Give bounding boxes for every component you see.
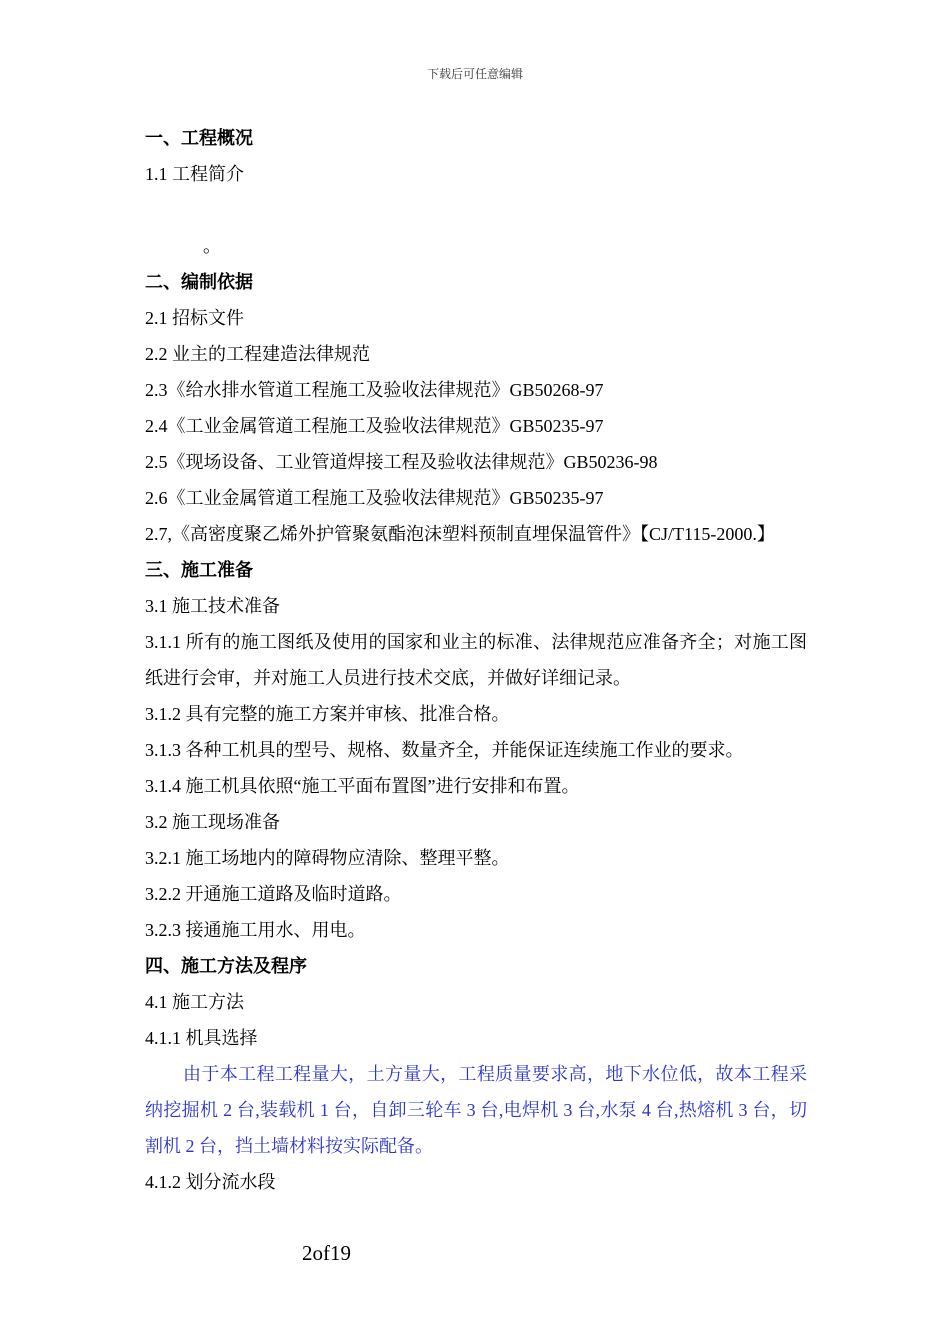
machinery-paragraph: 由于本工程工程量大，土方量大，工程质量要求高，地下水位低，故本工程采纳挖掘机 2 台,装载机 1 台，自卸三轮车 3 台,电焊机 3 台,水泵 4 台,热熔机 3 台，切割机 2 台，挡土墙材料按实际配备。 [145,1064,807,1156]
section-heading-4: 四、施工方法及程序 [145,956,307,976]
item-3-2-2: 3.2.2 开通施工道路及临时道路。 [145,884,402,904]
item-1-1: 1.1 工程简介 [145,164,244,184]
page-header-note: 下载后可任意编辑 [426,67,523,81]
item-2-5: 2.5《现场设备、工业管道焊接工程及验收法律规范》GB50236-98 [145,452,658,472]
item-3-1-3: 3.1.3 各种工机具的型号、规格、数量齐全，并能保证连续施工作业的要求。 [145,740,744,760]
item-2-6: 2.6《工业金属管道工程施工及验收法律规范》GB50235-97 [145,488,604,508]
item-3-2: 3.2 施工现场准备 [145,812,280,832]
item-2-2: 2.2 业主的工程建造法律规范 [145,344,370,364]
section-heading-2: 二、编制依据 [145,272,253,292]
item-3-1: 3.1 施工技术准备 [145,596,280,616]
section-heading-1: 一、工程概况 [145,128,253,148]
item-3-2-1: 3.2.1 施工场地内的障碍物应清除、整理平整。 [145,848,510,868]
item-3-1-4: 3.1.4 施工机具依照“施工平面布置图”进行安排和布置。 [145,776,580,796]
item-2-7: 2.7,《高密度聚乙烯外护管聚氨酯泡沫塑料预制直埋保温管件》【CJ/T115-2000.】 [145,524,775,544]
item-4-1-1: 4.1.1 机具选择 [145,1028,258,1048]
item-3-2-3: 3.2.3 接通施工用水、用电。 [145,920,366,940]
blank-line [145,192,807,228]
section-heading-3: 三、施工准备 [145,560,253,580]
item-2-1: 2.1 招标文件 [145,308,244,328]
item-4-1: 4.1 施工方法 [145,992,244,1012]
period-line: 。 [203,236,221,256]
item-3-1-2: 3.1.2 具有完整的施工方案并审核、批准合格。 [145,704,510,724]
page-number: 2of19 [302,1241,351,1265]
item-3-1-1: 3.1.1 所有的施工图纸及使用的国家和业主的标准、法律规范应准备齐全；对施工图纸进行会审，并对施工人员进行技术交底，并做好详细记录。 [145,632,807,688]
item-2-4: 2.4《工业金属管道工程施工及验收法律规范》GB50235-97 [145,416,604,436]
document-body [145,120,807,1200]
item-4-1-2: 4.1.2 划分流水段 [145,1172,276,1192]
item-2-3: 2.3《给水排水管道工程施工及验收法律规范》GB50268-97 [145,380,604,400]
